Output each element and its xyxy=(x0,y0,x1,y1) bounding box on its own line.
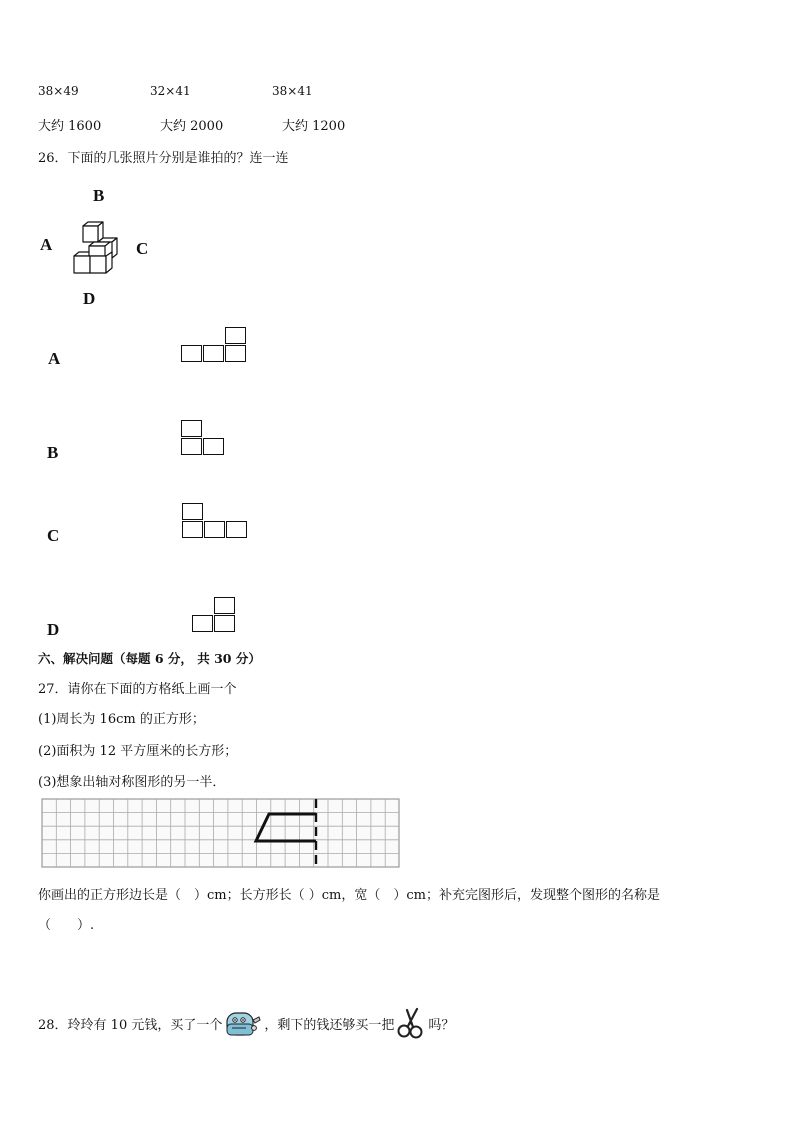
photo-label-c: C xyxy=(47,526,60,545)
estimate-expression-2: 32×41 xyxy=(150,84,191,98)
view-label-left: A xyxy=(40,235,53,254)
photo-label-b: B xyxy=(47,443,59,462)
photo-label-d: D xyxy=(47,620,60,639)
q28-text-c: 吗？ xyxy=(428,1017,455,1033)
view-label-right: C xyxy=(136,239,149,258)
q27-question: 27．请你在下面的方格纸上画一个 xyxy=(38,682,237,697)
view-label-top: B xyxy=(93,186,105,205)
q27-item-1: (1)周长为 16cm 的正方形； xyxy=(38,712,205,727)
estimate-expression-3: 38×41 xyxy=(272,84,313,98)
q27-item-3: (3)想象出轴对称图形的另一半． xyxy=(38,775,226,790)
q26-question: 26．下面的几张照片分别是谁拍的？连一连 xyxy=(38,151,289,166)
section-title: 六、解决问题（每题 6 分， 共 30 分） xyxy=(38,651,261,666)
q27-answer-line-1: 你画出的正方形边长是（ ）cm；长方形长（ ）cm，宽（ ）cm；补充完图形后，发现整个图形的名称是 xyxy=(38,888,660,903)
cube-stack-figure xyxy=(70,218,122,276)
photo-label-a: A xyxy=(48,349,61,368)
estimate-answer-3: 大约 1200 xyxy=(282,119,346,134)
q28-text-a: 28．玲玲有 10 元钱，买了一个 xyxy=(38,1017,223,1033)
q27-answer-line-2: （ ）. xyxy=(38,918,95,933)
estimate-answer-2: 大约 2000 xyxy=(160,119,224,134)
q28-line xyxy=(38,1006,454,1040)
estimate-expression-1: 38×49 xyxy=(38,84,79,98)
pencil-sharpener-icon xyxy=(224,1007,262,1039)
estimate-answer-1: 大约 1600 xyxy=(38,119,102,134)
q27-item-2: (2)面积为 12 平方厘米的长方形； xyxy=(38,744,238,759)
scissors-icon xyxy=(396,1006,426,1040)
grid-paper[interactable] xyxy=(40,797,402,871)
view-label-bottom: D xyxy=(83,289,96,308)
q28-text-b: ，剩下的钱还够买一把 xyxy=(264,1017,395,1033)
